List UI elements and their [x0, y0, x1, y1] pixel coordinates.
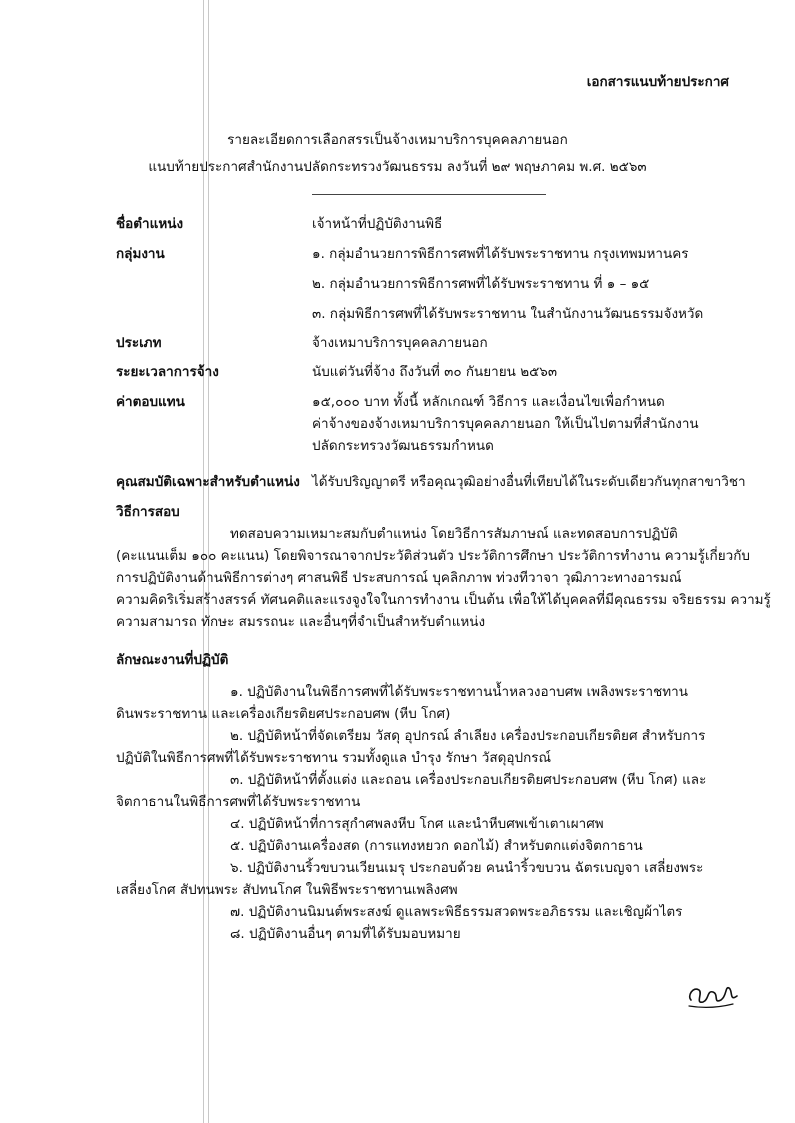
group-label: กลุ่มงาน: [116, 246, 165, 262]
exam-paragraph-line-5: ความสามารถ ทักษะ สมรรถนะ และอื่นๆที่จำเป็นสำหรับตำแหน่ง: [116, 614, 486, 630]
duty-line-2: ดินพระราชทาน และเครื่องเกียรติยศประกอบศพ (หีบ โกศ): [116, 706, 451, 722]
exam-paragraph-line-2: (คะแนนเต็ม ๑๐๐ คะแนน) โดยพิจารณาจากประวัติส่วนตัว ประวัติการศึกษา ประวัติการทำงาน ความรู้เกี่ยวกับ: [116, 548, 750, 564]
signature-initials: [683, 978, 743, 1012]
title-divider: [312, 194, 546, 195]
attachment-label: เอกสารแนบท้ายประกาศ: [586, 74, 729, 90]
period-label: ระยะเวลาการจ้าง: [116, 364, 219, 380]
duty-line-6: จิตกาธานในพิธีการศพที่ได้รับพระราชทาน: [116, 794, 361, 810]
exam-paragraph-line-1: ทดสอบความเหมาะสมกับตำแหน่ง โดยวิธีการสัมภาษณ์ และทดสอบการปฏิบัติ: [230, 526, 678, 542]
group-item-1: ๑. กลุ่มอำนวยการพิธีการศพที่ได้รับพระราชทาน กรุงเทพมหานคร: [312, 246, 689, 262]
title-line-1: รายละเอียดการเลือกสรรเป็นจ้างเหมาบริการบุคคลภายนอก: [227, 132, 568, 148]
duty-line-3: ๒. ปฏิบัติหน้าที่จัดเตรียม วัสดุ อุปกรณ์ ลำเลียง เครื่องประกอบเกียรติยศ สำหรับการ: [230, 728, 706, 744]
duty-line-11: ๗. ปฏิบัติงานนิมนต์พระสงฆ์ ดูแลพระพิธีธรรมสวดพระอภิธรรม และเชิญผ้าไตร: [230, 904, 683, 920]
exam-method-label: วิธีการสอบ: [116, 504, 180, 520]
position-label: ชื่อตำแหน่ง: [116, 216, 184, 232]
duty-line-4: ปฏิบัติในพิธีการศพที่ได้รับพระราชทาน รวมทั้งดูแล บำรุง รักษา วัสดุอุปกรณ์: [116, 750, 552, 766]
duty-line-12: ๘. ปฏิบัติงานอื่นๆ ตามที่ได้รับมอบหมาย: [230, 926, 461, 942]
pay-value-line-1: ๑๕,๐๐๐ บาท ทั้งนี้ หลักเกณฑ์ วิธีการ และเงื่อนไขเพื่อกำหนด: [312, 394, 665, 410]
title-line-2: แนบท้ายประกาศสำนักงานปลัดกระทรวงวัฒนธรรม ลงวันที่ ๒๙ พฤษภาคม พ.ศ. ๒๕๖๓: [148, 159, 647, 175]
pay-label: ค่าตอบแทน: [116, 394, 185, 410]
group-item-2: ๒. กลุ่มอำนวยการพิธีการศพที่ได้รับพระราชทาน ที่ ๑ – ๑๕: [312, 276, 650, 292]
duty-line-10: เสลี่ยงโกศ สัปทนพระ สัปทนโกศ ในพิธีพระราชทานเพลิงศพ: [116, 882, 458, 898]
qualification-label: คุณสมบัติเฉพาะสำหรับตำแหน่ง: [116, 474, 300, 490]
duty-line-5: ๓. ปฏิบัติหน้าที่ตั้งแต่ง และถอน เครื่องประกอบเกียรติยศประกอบศพ (หีบ โกศ) และ: [230, 772, 707, 788]
period-value: นับแต่วันที่จ้าง ถึงวันที่ ๓๐ กันยายน ๒๕๖๓: [312, 364, 558, 380]
duty-line-8: ๕. ปฏิบัติงานเครื่องสด (การแทงหยวก ดอกไม้) สำหรับตกแต่งจิตกาธาน: [230, 838, 643, 854]
duty-line-7: ๔. ปฏิบัติหน้าที่การสุกำศพลงหีบ โกศ และนำหีบศพเข้าเตาเผาศพ: [230, 816, 604, 832]
exam-paragraph-line-4: ความคิดริเริ่มสร้างสรรค์ ทัศนคติและแรงจูงใจในการทำงาน เป็นต้น เพื่อให้ได้บุคคลที่มีคุณธรรม จริยธรรม ความรู้: [116, 592, 771, 608]
type-label: ประเภท: [116, 335, 162, 351]
position-value: เจ้าหน้าที่ปฏิบัติงานพิธี: [312, 216, 443, 232]
pay-value-line-3: ปลัดกระทรวงวัฒนธรรมกำหนด: [312, 438, 494, 454]
group-item-3: ๓. กลุ่มพิธีการศพที่ได้รับพระราชทาน ในสำนักงานวัฒนธรรมจังหวัด: [312, 306, 704, 322]
duty-line-9: ๖. ปฏิบัติงานริ้วขบวนเวียนเมรุ ประกอบด้วย คนนำริ้วขบวน ฉัตรเบญจา เสลี่ยงพระ: [230, 860, 704, 876]
type-value: จ้างเหมาบริการบุคคลภายนอก: [312, 335, 488, 351]
duties-heading: ลักษณะงานที่ปฏิบัติ: [116, 652, 229, 668]
exam-paragraph-line-3: การปฏิบัติงานด้านพิธีการต่างๆ ศาสนพิธี ประสบการณ์ บุคลิกภาพ ท่วงทีวาจา วุฒิภาวะทางอารมณ์: [116, 570, 682, 586]
qualification-value: ได้รับปริญญาตรี หรือคุณวุฒิอย่างอื่นที่เทียบได้ในระดับเดียวกันทุกสาขาวิชา: [312, 474, 746, 490]
duty-line-1: ๑. ปฏิบัติงานในพิธีการศพที่ได้รับพระราชทานน้ำหลวงอาบศพ เพลิงพระราชทาน: [230, 684, 688, 700]
pay-value-line-2: ค่าจ้างของจ้างเหมาบริการบุคคลภายนอก ให้เป็นไปตามที่สำนักงาน: [312, 416, 699, 432]
